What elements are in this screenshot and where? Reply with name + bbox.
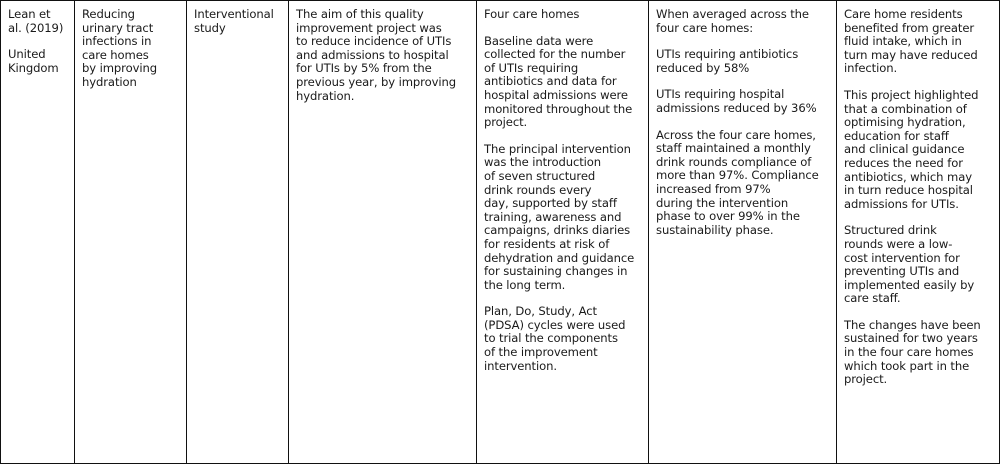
conclusions-text-line: Structured drink: [844, 223, 937, 238]
results-text-line: sustainability phase.: [656, 222, 774, 237]
methods-text-line: (PDSA) cycles were used: [484, 317, 626, 332]
methods-text-line: Baseline data were: [484, 33, 594, 48]
study-text-line: Lean et: [8, 7, 51, 21]
focus-paragraph: [82, 8, 180, 90]
methods-text-line: for sustaining changes in: [484, 264, 628, 279]
results-text-line: phase to over 99% in the: [656, 209, 800, 224]
focus-text-line: urinary tract: [82, 20, 154, 35]
conclusions-text-line: sustained for two years: [844, 331, 978, 346]
methods-text-line: of UTIs requiring: [484, 60, 579, 75]
design-paragraph: [194, 8, 282, 35]
conclusions-paragraph: [844, 8, 993, 76]
results-paragraph: [656, 48, 830, 75]
aim-text-line: to reduce incidence of UTIs: [296, 34, 452, 49]
conclusions-text-line: in turn reduce hospital: [844, 183, 973, 198]
conclusions-text-line: education for staff: [844, 128, 949, 143]
design-cell: [187, 1, 289, 464]
conclusions-text-line: infection.: [844, 61, 898, 76]
methods-paragraph: [484, 8, 642, 22]
conclusions-text-line: in the four care homes: [844, 345, 974, 360]
results-text-line: four care homes:: [656, 20, 753, 35]
study-paragraph: [8, 8, 68, 35]
aim-text-line: improvement project was: [296, 20, 442, 35]
conclusions-text-line: reduces the need for: [844, 155, 963, 170]
conclusions-text-line: admissions for UTIs.: [844, 196, 959, 211]
conclusions-text-line: implemented easily by: [844, 277, 975, 292]
study-text-line: Kingdom: [8, 60, 59, 75]
methods-paragraph: [484, 305, 642, 373]
methods-text-line: drink rounds every: [484, 182, 592, 197]
focus-text-line: by improving: [82, 61, 157, 76]
conclusions-text-line: Care home residents: [844, 7, 963, 21]
conclusions-cell: [837, 1, 1000, 464]
results-paragraph: [656, 8, 830, 35]
conclusions-text-line: turn may have reduced: [844, 47, 978, 62]
results-text-line: more than 97%. Compliance: [656, 168, 819, 183]
results-text-line: during the intervention: [656, 195, 789, 210]
methods-text-line: day, supported by staff: [484, 196, 617, 211]
design-text-line: study: [194, 20, 226, 35]
results-text-line: admissions reduced by 36%: [656, 100, 817, 115]
study-text-line: al. (2019): [8, 20, 64, 35]
methods-text-line: Four care homes: [484, 7, 580, 21]
methods-text-line: The principal intervention: [484, 141, 631, 156]
results-text-line: UTIs requiring hospital: [656, 87, 785, 102]
methods-text-line: of the improvement: [484, 345, 598, 360]
methods-paragraph: [484, 143, 642, 293]
methods-text-line: to trial the components: [484, 331, 618, 346]
aim-text-line: previous year, by improving: [296, 74, 456, 89]
conclusions-paragraph: [844, 89, 993, 211]
methods-text-line: was the introduction: [484, 155, 602, 170]
methods-text-line: dehydration and guidance: [484, 250, 635, 265]
methods-text-line: training, awareness and: [484, 209, 622, 224]
conclusions-text-line: cost intervention for: [844, 250, 960, 265]
methods-cell: [477, 1, 649, 464]
results-paragraph: [656, 88, 830, 115]
conclusions-text-line: which took part in the: [844, 358, 970, 373]
conclusions-paragraph: [844, 224, 993, 306]
conclusions-text-line: benefited from greater: [844, 20, 975, 35]
methods-paragraph: [484, 35, 642, 130]
conclusions-text-line: project.: [844, 372, 888, 387]
focus-text-line: infections in: [82, 34, 152, 49]
conclusions-text-line: fluid intake, which in: [844, 34, 962, 49]
aim-text-line: The aim of this quality: [296, 7, 424, 21]
methods-text-line: hospital admissions were: [484, 87, 628, 102]
results-text-line: staff maintained a monthly: [656, 141, 811, 156]
aim-text-line: for UTIs by 5% from the: [296, 61, 432, 76]
conclusions-text-line: The changes have been: [844, 317, 981, 332]
methods-text-line: campaigns, drinks diaries: [484, 223, 631, 238]
study-text-line: United: [8, 47, 46, 62]
conclusions-paragraph: [844, 319, 993, 387]
conclusions-text-line: care staff.: [844, 291, 901, 306]
results-text-line: UTIs requiring antibiotics: [656, 47, 799, 62]
conclusions-text-line: that a combination of: [844, 101, 967, 116]
aim-paragraph: [296, 8, 470, 103]
table-row: [1, 1, 1000, 464]
results-text-line: drink rounds compliance of: [656, 154, 812, 169]
study-cell: [1, 1, 75, 464]
aim-text-line: and admissions to hospital: [296, 47, 449, 62]
study-paragraph: [8, 48, 68, 75]
focus-cell: [75, 1, 187, 464]
methods-text-line: Plan, Do, Study, Act: [484, 304, 597, 319]
aim-cell: [289, 1, 477, 464]
results-cell: [649, 1, 837, 464]
aim-text-line: hydration.: [296, 88, 355, 103]
methods-text-line: project.: [484, 115, 528, 130]
methods-text-line: collected for the number: [484, 47, 626, 62]
conclusions-text-line: optimising hydration,: [844, 115, 966, 130]
conclusions-text-line: antibiotics, which may: [844, 169, 972, 184]
focus-text-line: care homes: [82, 47, 149, 62]
results-paragraph: [656, 129, 830, 238]
conclusions-text-line: This project highlighted: [844, 87, 979, 102]
design-text-line: Interventional: [194, 7, 274, 21]
methods-text-line: intervention.: [484, 358, 557, 373]
conclusions-text-line: preventing UTIs and: [844, 264, 960, 279]
conclusions-text-line: rounds were a low-: [844, 236, 953, 251]
methods-text-line: monitored throughout the: [484, 101, 633, 116]
conclusions-text-line: and clinical guidance: [844, 142, 965, 157]
focus-text-line: hydration: [82, 74, 137, 89]
methods-text-line: antibiotics and data for: [484, 74, 617, 89]
results-text-line: increased from 97%: [656, 181, 771, 196]
results-text-line: reduced by 58%: [656, 60, 750, 75]
focus-text-line: Reducing: [82, 7, 135, 21]
methods-text-line: for residents at risk of: [484, 236, 610, 251]
results-text-line: Across the four care homes,: [656, 127, 816, 142]
methods-text-line: the long term.: [484, 277, 566, 292]
results-text-line: When averaged across the: [656, 7, 809, 21]
methods-text-line: of seven structured: [484, 168, 596, 183]
